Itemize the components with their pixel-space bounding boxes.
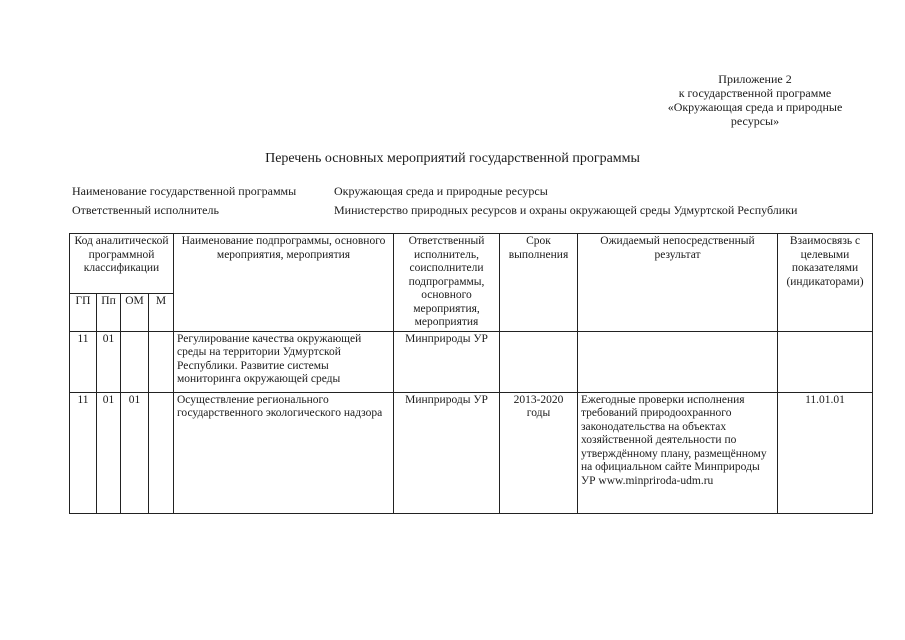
cell-name: Осуществление регионального государственного экологического надзора [174,392,394,513]
cell-result: Ежегодные проверки исполнения требований природоохранного законодательства на объектах хозяйственной деятельности по утверждённому плану, размещённому на официальном сайте Минприроды УР www.minpriroda-udm.ru [578,392,778,513]
appendix-header [655,72,855,128]
cell-gp: 11 [70,392,97,513]
cell-link [778,331,873,392]
cell-term: 2013-2020 годы [500,392,578,513]
cell-pp: 01 [97,392,121,513]
header-result: Ожидаемый непосредственный результат [578,234,778,332]
appendix-line-3: «Окружающая среда и природные [667,100,843,114]
cell-link: 11.01.01 [778,392,873,513]
cell-om: 01 [121,392,149,513]
cell-m [149,331,174,392]
appendix-line-2: к государственной программе [678,86,832,100]
cell-executor: Минприроды УР [394,392,500,513]
header-executor: Ответственный исполнитель, соисполнители подпрограммы, основного мероприятия, мероприятия [394,234,500,332]
activities-table [69,233,873,514]
program-name-label: Наименование государственной программы [72,184,297,198]
table-row [70,392,873,513]
header-m: М [149,293,174,331]
cell-name: Регулирование качества окружающей среды на территории Удмуртской Республики. Развитие системы мониторинга окружающей среды [174,331,394,392]
cell-om [121,331,149,392]
document-title: Перечень основных мероприятий государственной программы [265,151,640,166]
cell-m [149,392,174,513]
header-term: Срок выполнения [500,234,578,332]
header-link: Взаимосвязь с целевыми показателями (индикаторами) [778,234,873,332]
cell-pp: 01 [97,331,121,392]
responsible-executor-value: Министерство природных ресурсов и охраны окружающей среды Удмуртской Республики [334,203,798,217]
table-header-row [70,234,873,294]
program-name-value: Окружающая среда и природные ресурсы [334,184,548,198]
cell-executor: Минприроды УР [394,331,500,392]
header-gp: ГП [70,293,97,331]
cell-term [500,331,578,392]
header-pp: Пп [97,293,121,331]
header-name: Наименование подпрограммы, основного мероприятия, мероприятия [174,234,394,332]
header-code: Код аналитической программной классификации [70,234,174,294]
appendix-line-1: Приложение 2 [718,72,792,86]
cell-gp: 11 [70,331,97,392]
table-row [70,331,873,392]
cell-result [578,331,778,392]
responsible-executor-label: Ответственный исполнитель [72,203,219,217]
appendix-line-4: ресурсы» [730,114,780,128]
header-om: ОМ [121,293,149,331]
